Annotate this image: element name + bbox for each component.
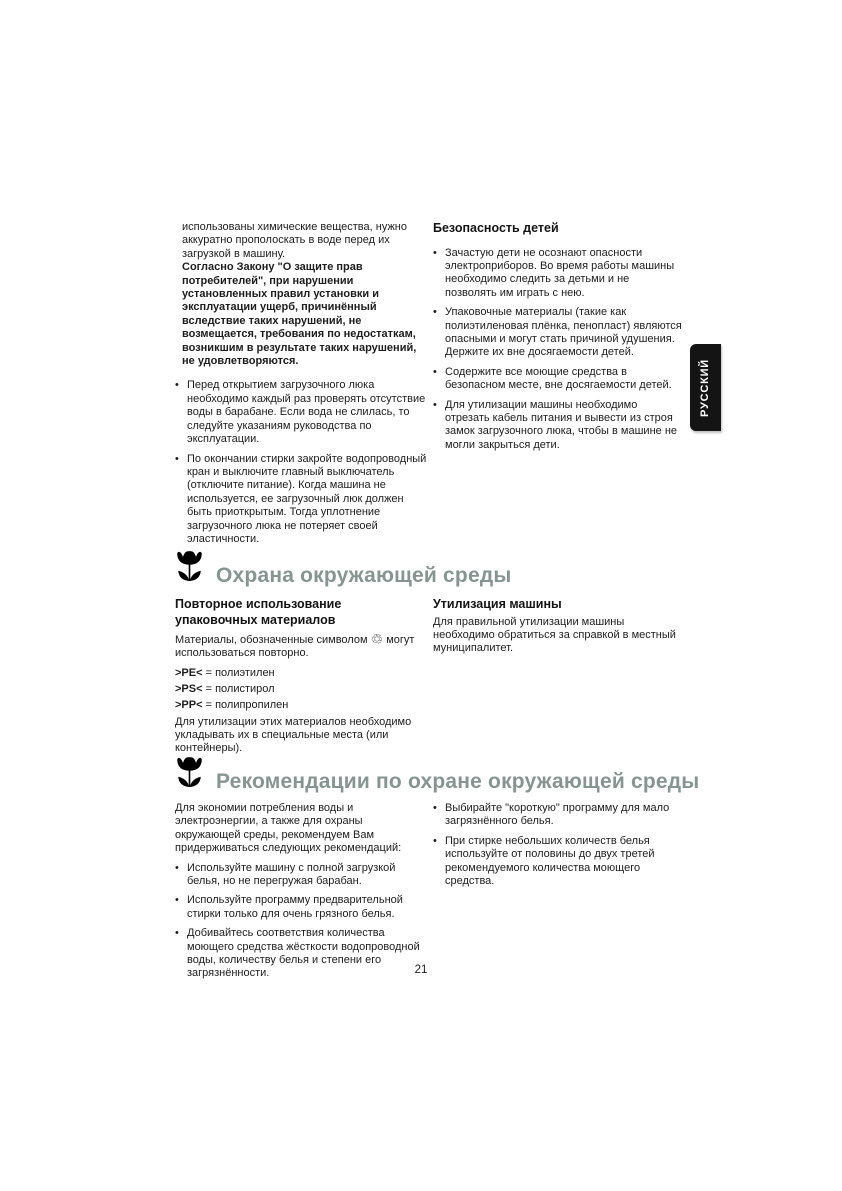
bullet-marker-icon: • [433, 306, 437, 319]
list-item-text: Добивайтесь соответствия количества моющего средства жёсткости водопроводной воды, количеству белья и степени его загрязнённости. [187, 927, 420, 980]
section-title: Рекомендации по охране окружающей среды [216, 770, 700, 793]
list-item-text: Выбирайте "короткую" программу для мало загрязнённого белья. [445, 802, 670, 828]
list-item-text: По окончании стирки закройте водопроводный кран и выключите главный выключатель (отключите питание). Когда машина не используется, ее загрузочный люк должен быть приоткрытым. Тогда уплотнение загрузочного люка не потеряет своей эластичности. [187, 452, 427, 545]
packaging-reuse-heading: Повторное использование упаковочных материалов [175, 597, 342, 627]
list-item-text: Зачастую дети не осознают опасности электроприборов. Во время работы машины необходимо следить за детьми и не позволять им играть с нею. [445, 246, 675, 299]
machine-disposal-text: Для правильной утилизации машины необходимо обратиться за справкой в местный муниципалитет. [433, 615, 676, 655]
list-item [175, 453, 427, 547]
material-line: >PP< = полипропилен [175, 699, 289, 712]
list-item [433, 835, 684, 889]
legal-paragraph: Согласно Закону "О защите прав потребителей", при нарушении установленных правил установки и эксплуатации ущерб, причинённый вследствие таких нарушений, не возмещается, требования по недостаткам, возникшим в результате таких нарушений, не удовлетворяются. [182, 261, 417, 368]
list-item [433, 306, 684, 360]
bullet-marker-icon: • [175, 379, 179, 392]
list-item-text: Перед открытием загрузочного люка необходимо каждый раз проверять отсутствие воды в барабане. Если вода не слилась, то следуйте указаниям руководства по эксплуатации. [187, 379, 426, 446]
bullet-marker-icon: • [433, 246, 437, 259]
bullet-marker-icon: • [433, 802, 437, 814]
tulip-icon [175, 756, 204, 790]
list-item [175, 379, 427, 446]
list-item [175, 894, 427, 921]
intro-paragraph: использованы химические вещества, нужно аккуратно прополоскать в воде перед их загрузкой в машину. [182, 221, 407, 260]
bullet-marker-icon: • [433, 398, 437, 411]
child-safety-heading: Безопасность детей [433, 221, 559, 235]
top-right-column [433, 221, 684, 452]
list-item [175, 862, 427, 889]
bullet-marker-icon: • [175, 452, 179, 465]
bullet-marker-icon: • [175, 861, 179, 874]
list-item [433, 802, 684, 829]
recycle-icon: ♲ [370, 631, 384, 647]
list-item-text: Используйте программу предварительной стирки только для очень грязного белья. [187, 894, 403, 920]
bullet-marker-icon: • [175, 894, 179, 907]
rec-right-column [433, 802, 684, 888]
language-tab-russian[interactable] [690, 344, 721, 431]
list-item-text: При стирке небольших количеств белья используйте от половины до двух третей рекомендуемого количества моющего средства. [445, 834, 655, 888]
top-left-column [175, 221, 427, 546]
bullet-marker-icon: • [433, 834, 437, 847]
tulip-icon [175, 550, 204, 584]
list-item [433, 247, 684, 301]
bullet-marker-icon: • [433, 365, 437, 378]
env-right-column [433, 597, 684, 656]
list-item [433, 399, 684, 453]
machine-disposal-heading: Утилизация машины [433, 597, 562, 611]
env-left-column [175, 597, 427, 756]
packaging-outro: Для утилизации этих материалов необходимо укладывать их в специальные места (или контейнеры). [175, 715, 412, 755]
list-item-text: Содержите все моющие средства в безопасном месте, вне досягаемости детей. [445, 365, 672, 392]
list-item-text: Используйте машину с полной загрузкой белья, но не перегружая барабан. [187, 861, 396, 888]
list-item-text: Для утилизации машины необходимо отрезать кабель питания и вывести из строя замок загрузочного люка, чтобы в машине не могли закрыться дети. [445, 398, 678, 451]
bullet-marker-icon: • [175, 927, 179, 940]
recommendations-section-header [175, 756, 700, 793]
page-number: 21 [414, 964, 428, 976]
list-item-text: Упаковочные материалы (такие как полиэтиленовая плёнка, пенопласт) являются опасными и могут стать причиной удушения. Держите их вне досягаемости детей. [445, 306, 682, 359]
language-tab-label: РУССКИЙ [699, 358, 712, 417]
section-title: Охрана окружающей среды [216, 564, 512, 587]
environment-section-header [175, 550, 512, 587]
packaging-intro: Материалы, обозначенные символом ♲ могут использоваться повторно. [175, 631, 415, 660]
recommendations-intro: Для экономии потребления воды и электроэнергии, а также для охраны окружающей среды, рекомендуем Вам придерживаться следующих рекомендаций: [175, 802, 402, 855]
list-item [433, 366, 684, 393]
material-line: >PS< = полистирол [175, 683, 275, 696]
rec-left-column [175, 802, 427, 981]
material-line: >PE< = полиэтилен [175, 667, 275, 680]
